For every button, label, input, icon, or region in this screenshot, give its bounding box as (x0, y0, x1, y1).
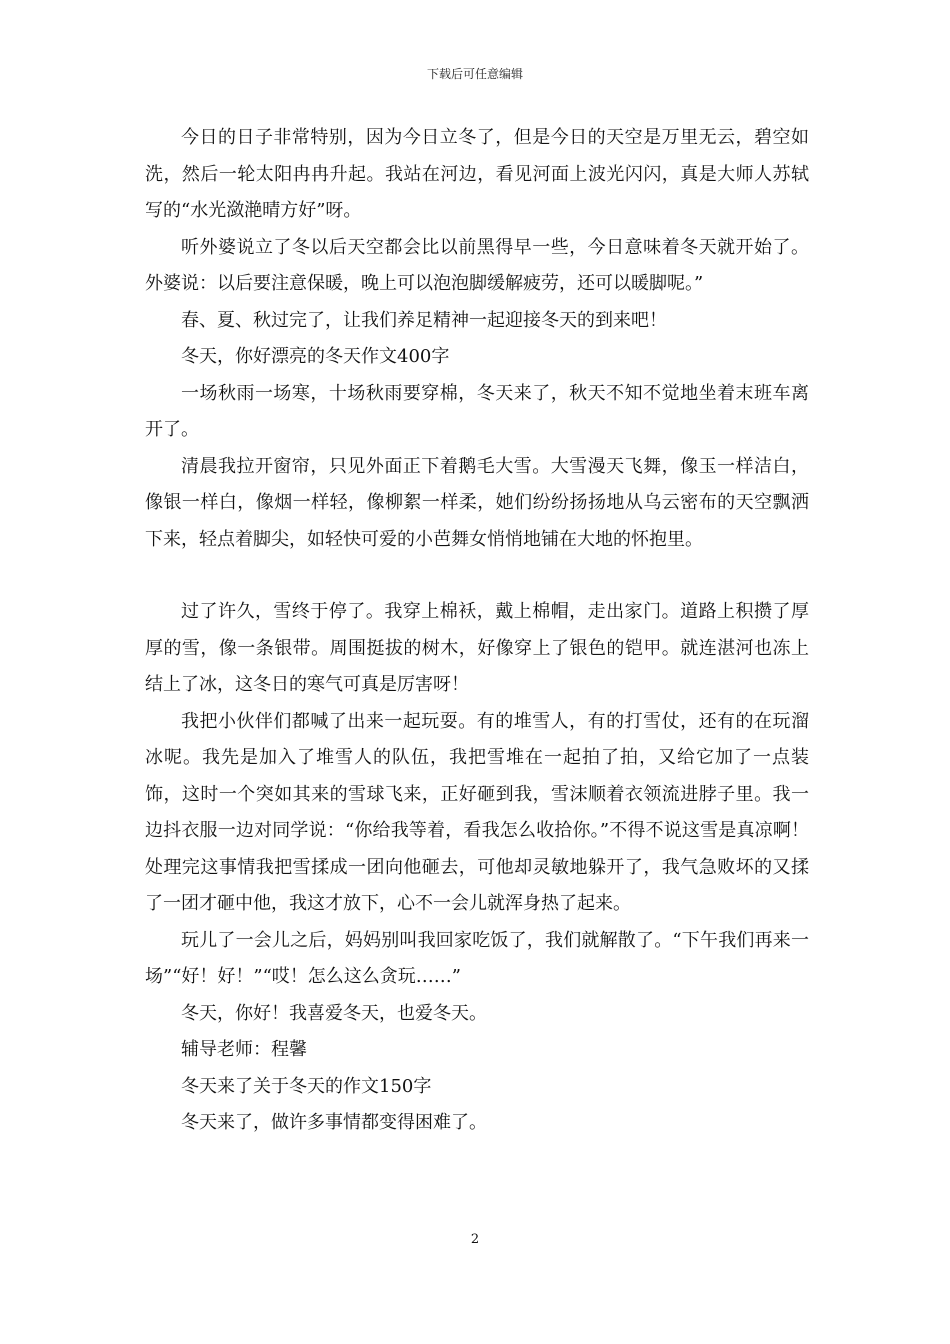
paragraph: 清晨我拉开窗帘，只见外面正下着鹅毛大雪。大雪漫天飞舞，像玉一样洁白，像银一样白，像烟一样轻，像柳絮一样柔，她们纷纷扬扬地从乌云密布的天空飘洒下来，轻点着脚尖，如轻快可爱的小芭舞女悄悄地铺在大地的怀抱里。 (145, 455, 809, 550)
paragraph: 冬天来了，做许多事情都变得困难了。 (181, 1112, 487, 1133)
page-number: 2 (470, 1232, 480, 1247)
paragraph: 冬天，你好！我喜爱冬天，也爱冬天。 (181, 1002, 487, 1024)
paragraph: 春、夏、秋过完了，让我们养足精神一起迎接冬天的到来吧！ (181, 309, 667, 331)
paragraph: 我把小伙伴们都喊了出来一起玩耍。有的堆雪人，有的打雪仗，还有的在玩溜冰呢。我先是加入了堆雪人的队伍，我把雪堆在一起拍了拍，又给它加了一点装饰，这时一个突如其来的雪球飞来，正好砸到我，雪沫顺着衣领流进脖子里。我一边抖衣服一边对同学说：“你给我等着，看我怎么收拾你。”不得不说这雪是真凉啊！处理完这事情我把雪揉成一团向他砸去，可他却灵敏地躲开了，我气急败坏的又揉了一团才砸中他，我这才放下，心不一会儿就浑身热了起来。 (145, 710, 809, 914)
paragraph-gap (145, 558, 809, 594)
page-header: 下载后可任意编辑 (426, 67, 523, 81)
essay-title: 冬天来了关于冬天的作文150字 (181, 1075, 432, 1097)
paragraph: 今日的日子非常特别，因为今日立冬了，但是今日的天空是万里无云，碧空如洗，然后一轮太阳冉冉升起。我站在河边，看见河面上波光闪闪，真是大师人苏轼写的“水光潋滟晴方好”呀。 (145, 127, 809, 221)
document-body (145, 120, 809, 1142)
paragraph: 玩儿了一会儿之后，妈妈别叫我回家吃饭了，我们就解散了。“下午我们再来一场”“好！好！”“哎！怎么这么贪玩……” (145, 929, 809, 987)
paragraph: 听外婆说立了冬以后天空都会比以前黑得早一些，今日意味着冬天就开始了。外婆说：以后要注意保暖，晚上可以泡泡脚缓解疲劳，还可以暖脚呢。” (145, 236, 809, 294)
teacher-line: 辅导老师：程馨 (181, 1039, 307, 1060)
essay-title: 冬天，你好漂亮的冬天作文400字 (181, 346, 450, 367)
paragraph: 一场秋雨一场寒，十场秋雨要穿棉，冬天来了，秋天不知不觉地坐着末班车离开了。 (145, 382, 809, 440)
paragraph: 过了许久，雪终于停了。我穿上棉袄，戴上棉帽，走出家门。道路上积攒了厚厚的雪，像一条银带。周围挺拔的树木，好像穿上了银色的铠甲。就连湛河也冻上结上了冰，这冬日的寒气可真是厉害呀！ (145, 601, 809, 695)
